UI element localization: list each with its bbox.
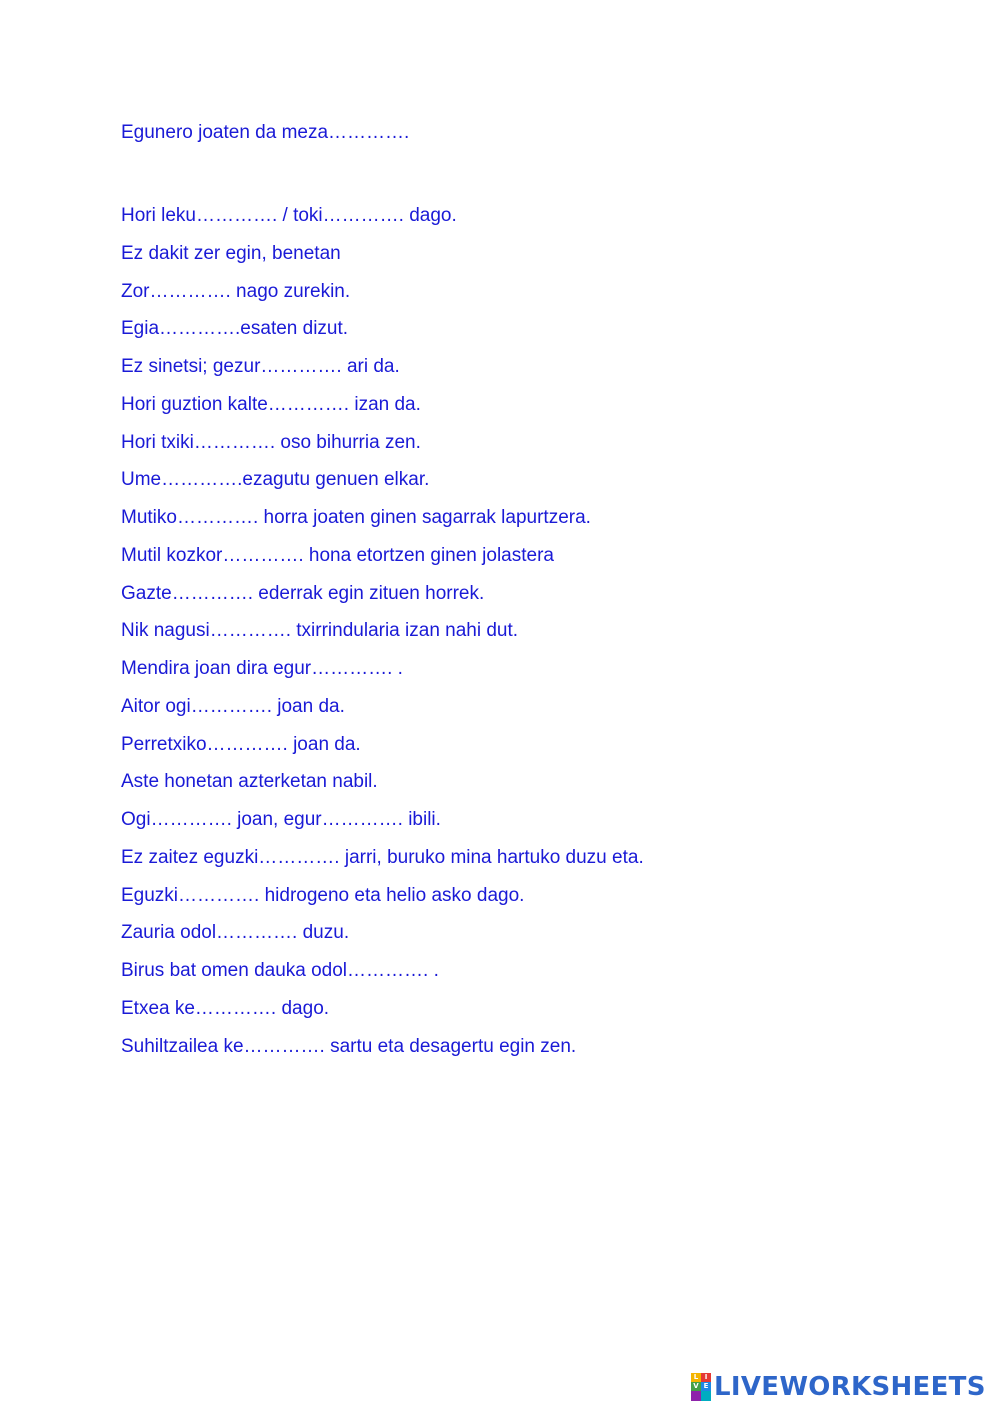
sentence-line: Etxea ke…………. dago. <box>121 997 330 1019</box>
sentence-line: Aitor ogi…………. joan da. <box>121 695 345 717</box>
sentence-line: Hori leku…………. / toki…………. dago. <box>121 205 457 226</box>
logo-mark-letter: I <box>701 1373 711 1382</box>
sentence-line: Mutil kozkor…………. hona etortzen ginen jolastera <box>121 544 554 566</box>
worksheet-sentence-list <box>121 197 644 1065</box>
logo-text: LIVEWORKSHEETS <box>714 1372 986 1402</box>
logo-mark-letter: E <box>701 1382 711 1391</box>
sentence-line: Mutiko…………. horra joaten ginen sagarrak lapurtzera. <box>121 507 591 528</box>
sentence-line: Ez sinetsi; gezur…………. ari da. <box>121 356 400 377</box>
sentence-line: Gazte…………. ederrak egin zituen horrek. <box>121 582 485 604</box>
sentence-line: Birus bat omen dauka odol…………. . <box>121 960 439 981</box>
sentence-line: Nik nagusi…………. txirrindularia izan nahi dut. <box>121 620 519 642</box>
sentence-line: Eguzki…………. hidrogeno eta helio asko dago. <box>121 884 525 906</box>
liveworksheets-logo <box>691 1372 986 1402</box>
sentence-line: Ume………….ezagutu genuen elkar. <box>121 469 430 491</box>
sentence-line: Ogi…………. joan, egur…………. ibili. <box>121 809 441 830</box>
logo-mark-block <box>691 1391 701 1401</box>
logo-mark-letter: L <box>691 1373 701 1382</box>
sentence-line: Ez dakit zer egin, benetan <box>121 242 341 264</box>
sentence-line: Hori guztion kalte…………. izan da. <box>121 393 421 415</box>
liveworksheets-logo-icon <box>691 1373 711 1401</box>
sentence-line: Zor…………. nago zurekin. <box>121 280 351 302</box>
sentence-line: Egia………….esaten dizut. <box>121 318 349 340</box>
sentence-line: Zauria odol…………. duzu. <box>121 922 350 944</box>
logo-mark-letter: V <box>691 1382 701 1391</box>
sentence-line: Suhiltzailea ke…………. sartu eta desagertu egin zen. <box>121 1035 577 1057</box>
sentence-line: Perretxiko…………. joan da. <box>121 733 361 755</box>
sentence-line: Aste honetan azterketan nabil. <box>121 771 378 793</box>
sentence-line: Ez zaitez eguzki…………. jarri, buruko mina hartuko duzu eta. <box>121 846 644 868</box>
worksheet-first-line: Egunero joaten da meza…………. <box>121 122 410 143</box>
sentence-line: Mendira joan dira egur…………. . <box>121 658 403 679</box>
sentence-line: Hori txiki…………. oso bihurria zen. <box>121 431 421 453</box>
logo-mark-block <box>701 1391 711 1401</box>
